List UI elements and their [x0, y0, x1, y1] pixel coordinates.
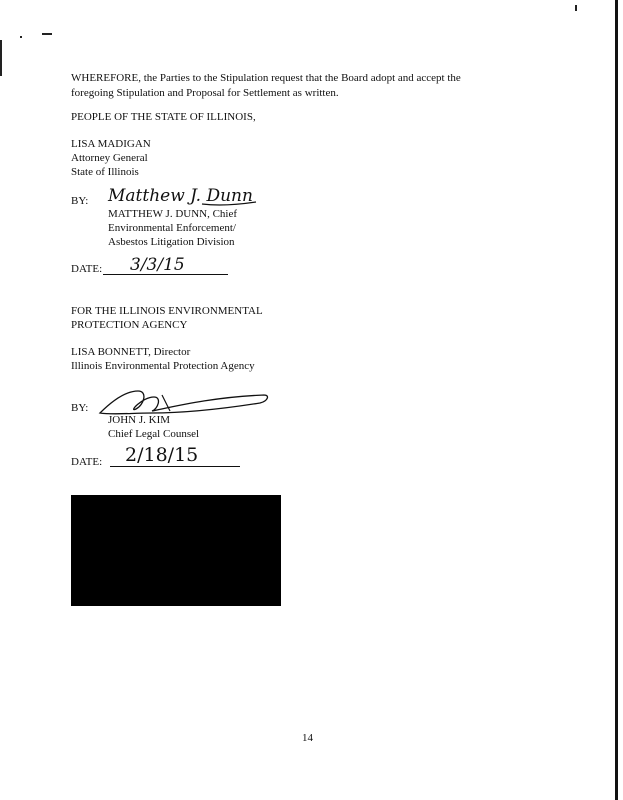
- director-agency: Illinois Environmental Protection Agency: [71, 360, 255, 372]
- signer2-title: Chief Legal Counsel: [108, 428, 200, 440]
- ag-title: Attorney General: [71, 152, 148, 164]
- scan-speck: [42, 33, 52, 35]
- signer1-title-line1: Environmental Enforcement/: [108, 222, 236, 234]
- signer1-name: MATTHEW J. DUNN, Chief: [108, 208, 238, 220]
- page-number: 14: [302, 732, 313, 744]
- signer2-name: JOHN J. KIM: [108, 414, 171, 426]
- date-label-1: DATE:: [71, 263, 103, 275]
- wherefore-paragraph-line1: WHEREFORE, the Parties to the Stipulation request that the Board adopt and accept the: [71, 72, 461, 84]
- scan-border-right: [615, 0, 618, 800]
- date2-handwritten: 2/18/15: [125, 444, 199, 466]
- director-name: LISA BONNETT, Director: [71, 346, 191, 358]
- for-agency-line2: PROTECTION AGENCY: [71, 319, 188, 331]
- for-agency-line1: FOR THE ILLINOIS ENVIRONMENTAL: [71, 305, 263, 317]
- people-heading: PEOPLE OF THE STATE OF ILLINOIS,: [71, 111, 256, 123]
- scan-speck: [20, 36, 22, 38]
- scan-speck: [575, 5, 577, 11]
- date-line-2: [110, 466, 240, 467]
- wherefore-paragraph-line2: foregoing Stipulation and Proposal for Settlement as written.: [71, 87, 339, 99]
- redaction-block: [71, 495, 281, 606]
- ag-name: LISA MADIGAN: [71, 138, 151, 150]
- date1-handwritten: 3/3/15: [130, 255, 185, 275]
- by-label-1: BY:: [71, 195, 89, 207]
- signature-dunn: Matthew J. Dunn: [108, 186, 253, 206]
- by-label-2: BY:: [71, 402, 89, 414]
- date-label-2: DATE:: [71, 456, 103, 468]
- scan-border-left: [0, 40, 2, 76]
- ag-state: State of Illinois: [71, 166, 139, 178]
- signer1-title-line2: Asbestos Litigation Division: [108, 236, 235, 248]
